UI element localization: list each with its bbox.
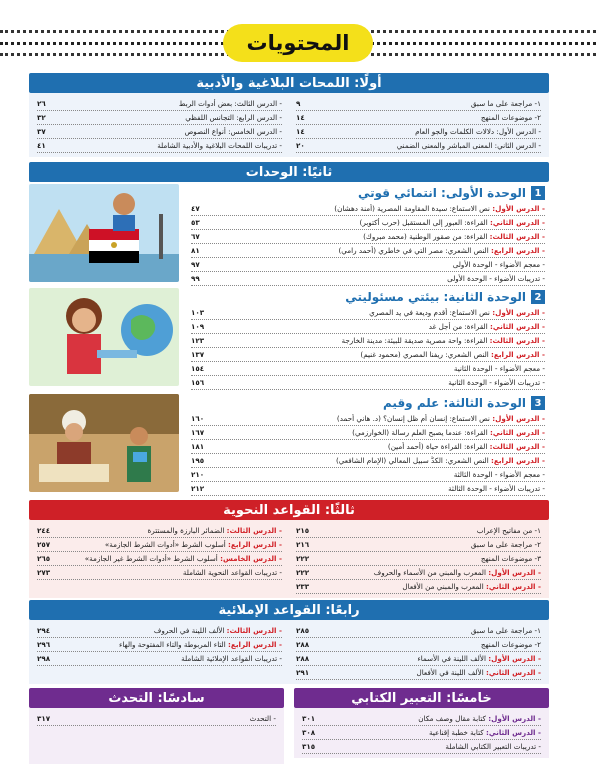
toc-row[interactable] <box>37 524 282 538</box>
toc-entry-text: الألف اللينة في الأفعال <box>416 668 484 677</box>
toc-lesson-label: - الدرس الثاني: <box>486 582 541 591</box>
toc-page-number: ٨١ <box>191 246 200 255</box>
section-rhetoric-header: أولًا: اللمحات البلاغية والأدبية <box>29 73 549 93</box>
toc-page-number: ١٣٧ <box>191 350 205 359</box>
toc-page-number: ١٥٤ <box>191 364 205 373</box>
toc-entry-text: المعرب والمبني من الأفعال <box>402 582 484 591</box>
section-rhetoric-left-col <box>37 97 282 153</box>
toc-entry-text: القراءة: العبور إلى المستقبل (حرب أكتوبر) <box>359 218 488 227</box>
section-grammar-right-col <box>296 524 541 594</box>
unit-number-badge: 2 <box>531 290 545 304</box>
section-spelling-header: رابعًا: القواعد الإملائية <box>29 600 549 620</box>
toc-page-number: ٢٤٤ <box>37 526 51 535</box>
toc-row[interactable] <box>37 624 282 638</box>
section-speaking-list <box>37 712 276 760</box>
toc-page-number: ١٢٣ <box>191 336 205 345</box>
toc-page-number: ١٤ <box>296 127 305 136</box>
toc-page-number: ٢٧٣ <box>37 568 51 577</box>
toc-entry-text: - معجم الأضواء - الوحدة الثانية <box>453 364 545 373</box>
toc-entry-text: - الدرس الخامس: أنواع النصوص <box>184 127 282 136</box>
toc-row[interactable] <box>296 538 541 552</box>
toc-row[interactable] <box>191 468 545 482</box>
toc-lesson-label: - الدرس الرابع: <box>228 540 282 549</box>
toc-page-number: ٢٨٨ <box>296 654 310 663</box>
toc-row[interactable] <box>296 580 541 594</box>
toc-lesson-label: - الدرس الأول: <box>492 204 545 213</box>
unit-1 <box>29 184 549 284</box>
toc-row[interactable] <box>296 524 541 538</box>
toc-entry-text: ٢- موضوعات المنهج <box>480 113 541 122</box>
toc-entry-text: أسلوب الشرط «أدوات الشرط الجازمة» <box>104 540 226 549</box>
toc-lesson-label: - الدرس الثالث: <box>489 336 545 345</box>
toc-lesson-label: - الدرس الأول: <box>492 308 545 317</box>
toc-page-number: ١٦٠ <box>191 414 205 423</box>
toc-row[interactable] <box>191 272 545 286</box>
section-units-header: ثانيًا: الوحدات <box>29 162 549 182</box>
toc-page-number: ١٦٧ <box>191 428 205 437</box>
toc-page-number: ٥٣ <box>191 218 200 227</box>
toc-row[interactable] <box>296 125 541 139</box>
toc-page-number: ٢٩١ <box>296 668 310 677</box>
toc-lesson-label: - الدرس الثاني: <box>486 728 541 737</box>
toc-entry-text: - تدريبات الأضواء - الوحدة الثانية <box>448 378 545 387</box>
section-writing <box>294 688 549 758</box>
toc-row[interactable] <box>191 454 545 468</box>
toc-row[interactable] <box>37 566 282 580</box>
unit-title <box>191 288 545 306</box>
toc-page-number: ١٩٥ <box>191 456 205 465</box>
toc-page-number: ٢٥٧ <box>37 540 51 549</box>
toc-page-number: ١٤ <box>296 113 305 122</box>
toc-row[interactable] <box>296 139 541 153</box>
toc-page-number: ١٠٣ <box>191 308 205 317</box>
toc-entry-text: ٢- مراجعة على ما سبق <box>470 540 541 549</box>
toc-row[interactable] <box>191 440 545 454</box>
toc-entry-text: - الدرس الأول: دلالات الكلمات والجو العام <box>415 127 541 136</box>
toc-row[interactable] <box>191 482 545 496</box>
toc-page-number: ٤١ <box>37 141 46 150</box>
toc-page-number: ٢٢٢ <box>296 554 310 563</box>
toc-row[interactable] <box>191 306 545 320</box>
toc-row[interactable] <box>191 216 545 230</box>
toc-entry-text: كتابة خطبة إقناعية <box>429 728 484 737</box>
unit-2-list <box>187 288 549 388</box>
toc-row[interactable] <box>37 638 282 652</box>
toc-row[interactable] <box>191 362 545 376</box>
toc-entry-text: الضمائر البارزة والمستترة <box>147 526 225 535</box>
toc-row[interactable] <box>191 230 545 244</box>
page-title: المحتويات <box>223 24 373 62</box>
toc-page-number: ٣١٥ <box>302 742 316 751</box>
toc-row[interactable] <box>191 412 545 426</box>
toc-row[interactable] <box>302 740 541 754</box>
toc-page-number: ٢٩٤ <box>37 626 51 635</box>
toc-lesson-label: - الدرس الثاني: <box>486 668 541 677</box>
toc-page-number: ٢١٦ <box>296 540 310 549</box>
unit-rows <box>191 306 545 390</box>
toc-entry-text: ١- مراجعة على ما سبق <box>470 626 541 635</box>
toc-row[interactable] <box>37 538 282 552</box>
toc-page-number: ٢١٠ <box>191 470 205 479</box>
unit-title-text: الوحدة الأولى: انتمائي قوتي <box>357 186 526 200</box>
toc-entry-text: النص الشعري: مصر التي في خاطري (أحمد رامي) <box>338 246 489 255</box>
toc-lesson-label: - الدرس الأول: <box>488 568 541 577</box>
toc-row[interactable] <box>302 712 541 726</box>
toc-entry-text: كتابة مقال وصف مكان <box>418 714 486 723</box>
toc-page-number: ١٨١ <box>191 442 205 451</box>
section-grammar-left-col <box>37 524 282 594</box>
unit-1-list <box>187 184 549 284</box>
section-speaking-header: سادسًا: التحدث <box>29 688 284 708</box>
toc-row[interactable] <box>191 426 545 440</box>
toc-lesson-label: - الدرس الثالث: <box>226 626 282 635</box>
unit-title-text: الوحدة الثانية: بيئتي مسئوليتي <box>345 290 526 304</box>
toc-lesson-label: - الدرس الثاني: <box>490 428 545 437</box>
section-grammar <box>29 500 549 598</box>
toc-entry-text: أسلوب الشرط «أدوات الشرط غير الجازمة» <box>84 554 218 563</box>
toc-page-number: ٢١٢ <box>191 484 205 493</box>
section-writing-list <box>302 712 541 754</box>
toc-row[interactable] <box>296 652 541 666</box>
toc-entry-text: القراءة: من أجل غد <box>428 322 488 331</box>
toc-entry-text: - الدرس الثاني: المعنى المباشر والمعنى الضمني <box>396 141 541 150</box>
unit-title <box>191 394 545 412</box>
toc-row[interactable] <box>296 97 541 111</box>
section-speaking <box>29 688 284 764</box>
toc-entry-text: - تدريبات القواعد الإملائية الشاملة <box>181 654 282 663</box>
toc-page-number: ٩٩ <box>191 274 200 283</box>
toc-entry-text: - تدريبات الأضواء - الوحدة الثالثة <box>448 484 545 493</box>
section-rhetoric <box>29 73 549 157</box>
toc-page-number: ٢٨٨ <box>296 640 310 649</box>
toc-page-number: ٣٢ <box>37 113 46 122</box>
unit-title <box>191 184 545 202</box>
toc-page-number: ١٠٩ <box>191 322 205 331</box>
toc-entry-text: الألف اللينة في الأسماء <box>417 654 486 663</box>
toc-page-number: ٢٦ <box>37 99 46 108</box>
toc-row[interactable] <box>191 334 545 348</box>
toc-row[interactable] <box>37 552 282 566</box>
toc-entry-text: القراءة: من صقور الوطنية (محمد مبروك) <box>363 232 488 241</box>
toc-row[interactable] <box>37 139 282 153</box>
section-writing-header: خامسًا: التعبير الكتابي <box>294 688 549 708</box>
unit-rows <box>191 202 545 286</box>
unit-number-badge: 3 <box>531 396 545 410</box>
section-spelling <box>29 600 549 684</box>
unit-title-text: الوحدة الثالثة: علم وقيم <box>383 396 526 410</box>
toc-entry-text: ٣- موضوعات المنهج <box>480 554 541 563</box>
toc-entry-text: - الدرس الرابع: التجانس اللفظي <box>185 113 282 122</box>
toc-row[interactable] <box>296 666 541 680</box>
toc-entry-text: القراءة: واحة مصرية صديقة للبيئة: مدينة الخارجة <box>341 336 488 345</box>
toc-row[interactable] <box>191 376 545 390</box>
toc-page-number: ٢٣٣ <box>296 582 310 591</box>
section-grammar-header: ثالثًا: القواعد النحوية <box>29 500 549 520</box>
toc-page-number: ٢٠ <box>296 141 305 150</box>
unit-3-illustration <box>29 394 179 492</box>
toc-entry-text: - تدريبات الأضواء - الوحدة الأولى <box>447 274 545 283</box>
toc-row[interactable] <box>296 624 541 638</box>
toc-entry-text: ١- من مفاتيح الإعراب <box>476 526 541 535</box>
toc-lesson-label: - الدرس الثاني: <box>490 322 545 331</box>
toc-row[interactable] <box>191 348 545 362</box>
toc-row[interactable] <box>191 202 545 216</box>
toc-entry-text: النص الشعري: الكدُّ سبيل المعالي (الإمام الشافعي) <box>336 456 489 465</box>
toc-entry-text: نص الاستماع: أقدم وديعة في يد المصري <box>369 308 490 317</box>
toc-lesson-label: - الدرس الثالث: <box>489 232 545 241</box>
unit-number-badge: 1 <box>531 186 545 200</box>
toc-entry-text: القراءة: عندما يصبح العلم رسالة (الخوارزمي) <box>352 428 488 437</box>
toc-lesson-label: - الدرس الثاني: <box>490 218 545 227</box>
toc-lesson-label: - الدرس الرابع: <box>491 456 545 465</box>
toc-page-number: ٢٦٥ <box>37 554 51 563</box>
toc-row[interactable] <box>37 125 282 139</box>
unit-1-illustration <box>29 184 179 282</box>
section-units <box>29 162 549 182</box>
unit-3 <box>29 394 549 494</box>
toc-lesson-label: - الدرس الأول: <box>488 654 541 663</box>
toc-lesson-label: - الدرس الثالث: <box>489 442 545 451</box>
toc-page-number: ٩٧ <box>191 260 200 269</box>
toc-page-number: ٢٢٢ <box>296 568 310 577</box>
toc-entry-text: - تدريبات التعبير الكتابي الشاملة <box>445 742 541 751</box>
toc-entry-text: - التحدث <box>249 714 276 723</box>
toc-page-number: ٣١٧ <box>37 714 51 723</box>
toc-entry-text: ١- مراجعة على ما سبق <box>470 99 541 108</box>
toc-entry-text: - معجم الأضواء - الوحدة الثالثة <box>453 470 545 479</box>
toc-lesson-label: - الدرس الخامس: <box>220 554 282 563</box>
toc-page-number: ٢١٥ <box>296 526 310 535</box>
toc-page-number: ٢٩٦ <box>37 640 51 649</box>
toc-row[interactable] <box>37 652 282 666</box>
toc-entry-text: نص الاستماع: سيدة المقاومة المصرية (أمنة دهشان) <box>334 204 490 213</box>
toc-entry-text: النص الشعري: ريفنا المصري (محمود غنيم) <box>360 350 489 359</box>
toc-entry-text: - تدريبات اللمحات البلاغية والأدبية الشاملة <box>157 141 282 150</box>
toc-row[interactable] <box>191 258 545 272</box>
unit-2 <box>29 288 549 388</box>
toc-entry-text: ٢- موضوعات المنهج <box>480 640 541 649</box>
toc-lesson-label: - الدرس الرابع: <box>491 246 545 255</box>
toc-page-number: ٢٨٥ <box>296 626 310 635</box>
toc-page-number: ٩ <box>296 99 301 108</box>
toc-entry-text: نص الاستماع: إنسان أم ظل إنسان؟ (د. هاني أحمد) <box>336 414 490 423</box>
toc-lesson-label: - الدرس الرابع: <box>491 350 545 359</box>
toc-row[interactable] <box>296 566 541 580</box>
toc-entry-text: - معجم الأضواء - الوحدة الأولى <box>452 260 545 269</box>
toc-lesson-label: - الدرس الرابع: <box>228 640 282 649</box>
toc-page-number: ٤٧ <box>191 204 200 213</box>
toc-row[interactable] <box>296 111 541 125</box>
toc-entry-text: - الدرس الثالث: بعض أدوات الربط <box>178 99 282 108</box>
toc-row[interactable] <box>296 552 541 566</box>
toc-row[interactable] <box>191 244 545 258</box>
toc-entry-text: - تدريبات القواعد النحوية الشاملة <box>182 568 282 577</box>
toc-lesson-label: - الدرس الثالث: <box>226 526 282 535</box>
toc-row[interactable] <box>302 726 541 740</box>
toc-row[interactable] <box>37 97 282 111</box>
toc-row[interactable] <box>296 638 541 652</box>
toc-page-number: ٣٠١ <box>302 714 316 723</box>
toc-row[interactable] <box>191 320 545 334</box>
toc-page-number: ٢٩٨ <box>37 654 51 663</box>
section-spelling-right-col <box>296 624 541 680</box>
section-spelling-left-col <box>37 624 282 680</box>
unit-3-list <box>187 394 549 494</box>
toc-page-number: ٦٧ <box>191 232 200 241</box>
toc-entry-text: التاء المربوطة والتاء المفتوحة والهاء <box>118 640 226 649</box>
toc-lesson-label: - الدرس الأول: <box>492 414 545 423</box>
toc-page-number: ٣٧ <box>37 127 46 136</box>
toc-lesson-label: - الدرس الأول: <box>488 714 541 723</box>
unit-2-illustration <box>29 288 179 386</box>
toc-entry-text: الألف اللينة في الحروف <box>153 626 225 635</box>
toc-page-number: ٣٠٨ <box>302 728 316 737</box>
section-rhetoric-right-col <box>296 97 541 153</box>
toc-page-number: ١٥٦ <box>191 378 205 387</box>
toc-entry-text: القراءة: القراءة حياة (أحمد أمين) <box>387 442 488 451</box>
toc-entry-text: المعرب والمبني من الأسماء والحروف <box>373 568 486 577</box>
toc-row[interactable] <box>37 712 276 726</box>
unit-rows <box>191 412 545 496</box>
toc-row[interactable] <box>37 111 282 125</box>
